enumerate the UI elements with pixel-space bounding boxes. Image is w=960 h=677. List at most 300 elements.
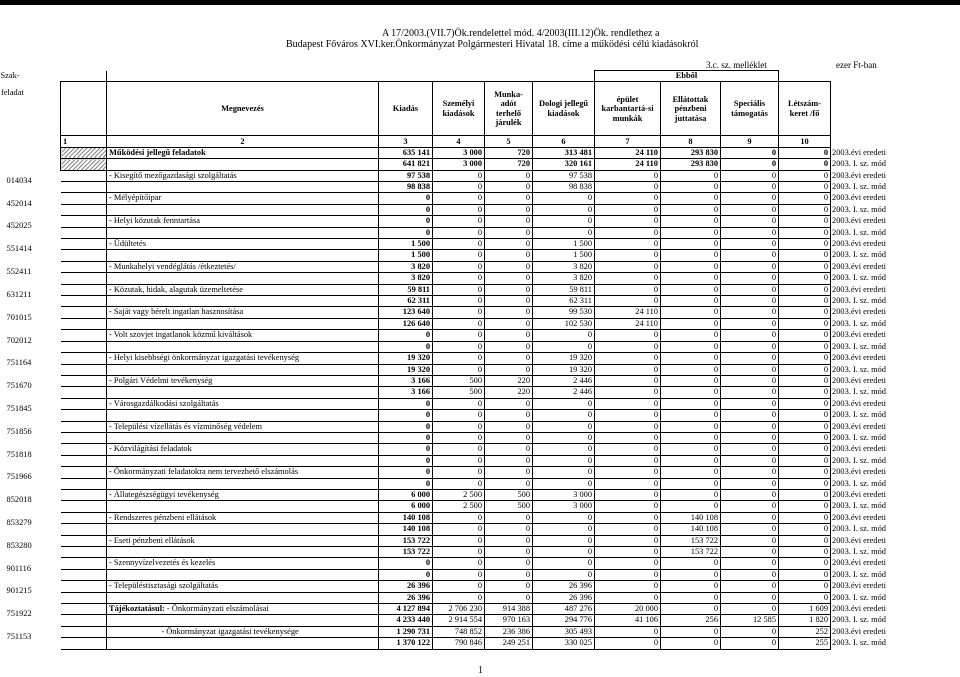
row-value: 0 bbox=[485, 455, 533, 466]
row-value: 0 bbox=[721, 592, 779, 603]
row-version-label: 2003. I. sz. mód bbox=[832, 615, 886, 625]
row-value: 0 bbox=[433, 535, 485, 546]
table-row bbox=[61, 467, 893, 478]
row-value: 0 bbox=[779, 558, 831, 569]
row-name: - Közvilágítási feladatok bbox=[107, 444, 379, 455]
row-value: 4 233 440 bbox=[379, 615, 433, 626]
row-code-text: 551414 bbox=[6, 244, 32, 254]
row-value: 6 000 bbox=[379, 501, 433, 512]
row-value: 0 bbox=[661, 193, 721, 204]
row-value: 0 bbox=[721, 410, 779, 421]
row-value: 123 640 bbox=[379, 307, 433, 318]
row-value: 0 bbox=[433, 193, 485, 204]
row-value: 153 722 bbox=[379, 547, 433, 558]
row-code bbox=[6, 307, 107, 322]
top-border-bar bbox=[0, 0, 960, 5]
row-value: 0 bbox=[661, 410, 721, 421]
row-value: 0 bbox=[595, 250, 661, 261]
row-name bbox=[107, 478, 379, 489]
row-version-label: 2003.évi eredeti bbox=[832, 307, 886, 317]
row-value: 0 bbox=[595, 375, 661, 386]
row-value: 0 bbox=[721, 569, 779, 580]
row-value: 0 bbox=[379, 227, 433, 238]
row-value: 720 bbox=[485, 159, 533, 170]
row-value: 0 bbox=[661, 261, 721, 272]
row-code bbox=[61, 296, 107, 307]
row-value: 0 bbox=[721, 444, 779, 455]
row-value: 62 311 bbox=[379, 296, 433, 307]
row-value: 1 609 bbox=[779, 604, 831, 615]
row-value: 0 bbox=[595, 569, 661, 580]
row-value: 0 bbox=[721, 604, 779, 615]
row-value: 0 bbox=[595, 432, 661, 443]
row-version-label: 2003. I. sz. mód bbox=[832, 569, 886, 579]
row-value: 0 bbox=[661, 467, 721, 478]
column-number: 8 bbox=[661, 136, 721, 147]
row-value: 330 025 bbox=[533, 638, 595, 649]
row-name bbox=[107, 432, 379, 443]
row-version-label: 2003. I. sz. mód bbox=[832, 592, 886, 602]
row-value: 320 161 bbox=[533, 159, 595, 170]
column-number: 2 bbox=[107, 136, 379, 147]
ellatottak-header: Ellátottak pénzbeni juttatása bbox=[661, 82, 721, 136]
row-name bbox=[107, 318, 379, 329]
row-code bbox=[6, 193, 107, 208]
row-version-label: 2003.évi eredeti bbox=[832, 239, 886, 249]
table-row bbox=[61, 535, 893, 546]
row-value: 0 bbox=[595, 581, 661, 592]
row-version-label: 2003.évi eredeti bbox=[832, 284, 886, 294]
row-name bbox=[107, 387, 379, 398]
row-version-label: 2003.évi eredeti bbox=[832, 535, 886, 545]
row-name: - Helyi közutak fenntartása bbox=[107, 216, 379, 227]
table-row bbox=[61, 501, 893, 512]
row-value: 3 000 bbox=[533, 489, 595, 500]
row-value: 256 bbox=[661, 615, 721, 626]
row-value: 0 bbox=[485, 478, 533, 489]
table-row bbox=[61, 387, 893, 398]
row-value: 236 386 bbox=[485, 626, 533, 637]
row-code bbox=[6, 421, 107, 436]
row-name bbox=[107, 410, 379, 421]
row-name bbox=[107, 524, 379, 535]
row-version-label: 2003. I. sz. mód bbox=[832, 296, 886, 306]
row-value: 790 846 bbox=[433, 638, 485, 649]
row-version-label: 2003.évi eredeti bbox=[832, 216, 886, 226]
row-value: 0 bbox=[595, 284, 661, 295]
row-value: 0 bbox=[595, 330, 661, 341]
row-value: 0 bbox=[721, 489, 779, 500]
row-value: 0 bbox=[485, 444, 533, 455]
row-value: 0 bbox=[433, 239, 485, 250]
table-row bbox=[61, 204, 893, 215]
table-row bbox=[61, 147, 893, 158]
row-value: 0 bbox=[721, 170, 779, 181]
table-row bbox=[61, 455, 893, 466]
row-value: 0 bbox=[485, 273, 533, 284]
row-version-label: 2003.évi eredeti bbox=[832, 421, 886, 431]
feladat-header: feladat bbox=[61, 82, 107, 136]
row-value: 0 bbox=[721, 387, 779, 398]
table-row bbox=[61, 581, 893, 592]
row-version-label: 2003. I. sz. mód bbox=[832, 364, 886, 374]
row-version-label: 2003. I. sz. mód bbox=[832, 273, 886, 283]
row-name: Működési jellegű feladatok bbox=[107, 147, 379, 158]
row-value: 0 bbox=[595, 170, 661, 181]
row-value: 140 108 bbox=[661, 512, 721, 523]
row-value: 0 bbox=[595, 547, 661, 558]
row-value: 0 bbox=[661, 170, 721, 181]
row-version-label: 2003. I. sz. mód bbox=[832, 387, 886, 397]
row-name bbox=[107, 273, 379, 284]
ebbol-header: Ebből bbox=[595, 71, 779, 82]
row-value: 0 bbox=[433, 512, 485, 523]
row-value: 0 bbox=[595, 478, 661, 489]
row-value: 0 bbox=[779, 170, 831, 181]
row-value: 0 bbox=[721, 296, 779, 307]
munkaado-header: Munka-adót terhelő járulék bbox=[485, 82, 533, 136]
row-name: - Településtisztasági szolgáltatás bbox=[107, 581, 379, 592]
row-code bbox=[6, 535, 107, 550]
row-value: 140 108 bbox=[379, 512, 433, 523]
table-row bbox=[61, 193, 893, 204]
row-code bbox=[6, 375, 107, 391]
row-code bbox=[6, 330, 107, 345]
row-value: 0 bbox=[721, 353, 779, 364]
row-value: 1 500 bbox=[379, 250, 433, 261]
row-code bbox=[61, 273, 107, 284]
row-value: 26 396 bbox=[533, 592, 595, 603]
row-value: 3 820 bbox=[379, 261, 433, 272]
row-value: 0 bbox=[661, 284, 721, 295]
row-value: 0 bbox=[485, 558, 533, 569]
row-value: 0 bbox=[721, 535, 779, 546]
row-value: 0 bbox=[533, 558, 595, 569]
column-number: 4 bbox=[433, 136, 485, 147]
row-value: 0 bbox=[433, 204, 485, 215]
row-version-label: 2003. I. sz. mód bbox=[832, 547, 886, 557]
row-value: 2 914 554 bbox=[433, 615, 485, 626]
row-value: 153 722 bbox=[661, 535, 721, 546]
row-value: 0 bbox=[779, 284, 831, 295]
row-name: - Települési vízellátás és vízminőség védelem bbox=[107, 421, 379, 432]
row-name bbox=[107, 227, 379, 238]
row-value: 293 830 bbox=[661, 147, 721, 158]
row-value: 0 bbox=[379, 341, 433, 352]
table-row bbox=[61, 569, 893, 580]
row-version-label: 2003.évi eredeti bbox=[832, 193, 886, 203]
row-value: 500 bbox=[485, 501, 533, 512]
row-value: 0 bbox=[595, 535, 661, 546]
row-value: 305 493 bbox=[533, 626, 595, 637]
table-row bbox=[61, 216, 893, 227]
row-value: 0 bbox=[661, 273, 721, 284]
row-value: 0 bbox=[779, 159, 831, 170]
row-value: 0 bbox=[661, 638, 721, 649]
row-value: 2 500 bbox=[433, 501, 485, 512]
column-number: 9 bbox=[721, 136, 779, 147]
table-row bbox=[61, 318, 893, 329]
row-value: 98 838 bbox=[533, 182, 595, 193]
row-value: 0 bbox=[595, 501, 661, 512]
row-version-label: 2003.évi eredeti bbox=[832, 375, 886, 385]
row-value: 0 bbox=[379, 569, 433, 580]
row-value: 0 bbox=[433, 170, 485, 181]
row-value: 3 166 bbox=[379, 375, 433, 386]
row-value: 0 bbox=[533, 421, 595, 432]
row-value: 0 bbox=[779, 273, 831, 284]
row-value: 0 bbox=[779, 296, 831, 307]
row-code bbox=[61, 501, 107, 512]
row-code bbox=[6, 261, 107, 277]
row-value: 0 bbox=[721, 512, 779, 523]
row-value: 126 640 bbox=[379, 318, 433, 329]
row-value: 0 bbox=[595, 227, 661, 238]
row-code bbox=[61, 547, 107, 558]
row-value: 0 bbox=[661, 182, 721, 193]
row-value: 59 811 bbox=[533, 284, 595, 295]
row-name: - Önkormányzati feladatokra nem tervezhető elszámolás bbox=[107, 467, 379, 478]
row-code-text: 751966 bbox=[6, 472, 32, 482]
row-code bbox=[6, 604, 107, 619]
row-value: 0 bbox=[433, 250, 485, 261]
row-value: 0 bbox=[379, 193, 433, 204]
row-value: 2 706 230 bbox=[433, 604, 485, 615]
title-line-1: A 17/2003.(VII.7)Ök.rendelettel mód. 4/2003(III.12)Ök. rendlethez a bbox=[382, 28, 660, 39]
row-value: 0 bbox=[661, 592, 721, 603]
table-row bbox=[61, 296, 893, 307]
row-value: 0 bbox=[661, 501, 721, 512]
table-row bbox=[61, 239, 893, 250]
row-value: 0 bbox=[485, 227, 533, 238]
row-value: 0 bbox=[721, 261, 779, 272]
row-value: 0 bbox=[779, 524, 831, 535]
table-row bbox=[61, 615, 893, 626]
row-version-label: 2003.évi eredeti bbox=[832, 353, 886, 363]
row-value: 0 bbox=[485, 432, 533, 443]
row-value: 0 bbox=[661, 330, 721, 341]
row-value: 0 bbox=[779, 547, 831, 558]
row-value: 0 bbox=[661, 375, 721, 386]
row-value: 153 722 bbox=[661, 547, 721, 558]
row-value: 0 bbox=[779, 467, 831, 478]
row-value: 0 bbox=[721, 182, 779, 193]
row-value: 0 bbox=[779, 398, 831, 409]
row-value: 0 bbox=[661, 558, 721, 569]
unit-label: ezer Ft-ban bbox=[836, 60, 877, 70]
row-value: 0 bbox=[661, 604, 721, 615]
row-value: 0 bbox=[379, 467, 433, 478]
row-value: 0 bbox=[721, 626, 779, 637]
row-value: 0 bbox=[779, 478, 831, 489]
row-value: 0 bbox=[721, 284, 779, 295]
row-value: 0 bbox=[661, 455, 721, 466]
row-code-text: 901215 bbox=[6, 586, 32, 596]
row-name: - Önkormányzat igazgatási tevékenysége bbox=[107, 626, 379, 637]
row-value: 0 bbox=[721, 455, 779, 466]
row-value: 0 bbox=[433, 353, 485, 364]
row-code-text: 751845 bbox=[6, 403, 32, 413]
row-value: 0 bbox=[721, 239, 779, 250]
row-code bbox=[61, 318, 107, 329]
table-row bbox=[61, 398, 893, 409]
column-number: 7 bbox=[595, 136, 661, 147]
row-value: 102 530 bbox=[533, 318, 595, 329]
row-value: 0 bbox=[433, 296, 485, 307]
row-version-label: 2003. I. sz. mód bbox=[832, 227, 886, 237]
row-value: 153 722 bbox=[379, 535, 433, 546]
row-value: 0 bbox=[533, 204, 595, 215]
row-version-label: 2003.évi eredeti bbox=[832, 398, 886, 408]
row-value: 0 bbox=[779, 216, 831, 227]
row-value: 0 bbox=[595, 467, 661, 478]
row-value: 0 bbox=[779, 592, 831, 603]
row-value: 0 bbox=[779, 512, 831, 523]
row-name bbox=[107, 615, 379, 626]
row-value: 0 bbox=[485, 353, 533, 364]
row-value: 0 bbox=[485, 467, 533, 478]
row-value: 99 530 bbox=[533, 307, 595, 318]
table-row bbox=[61, 170, 893, 181]
row-value: 140 108 bbox=[379, 524, 433, 535]
row-value: 1 500 bbox=[379, 239, 433, 250]
row-value: 0 bbox=[721, 341, 779, 352]
row-value: 19 320 bbox=[379, 353, 433, 364]
row-value: 0 bbox=[779, 444, 831, 455]
row-value: 0 bbox=[485, 592, 533, 603]
row-version-label: 2003. I. sz. mód bbox=[832, 318, 886, 328]
row-value: 0 bbox=[595, 387, 661, 398]
row-value: 19 320 bbox=[533, 353, 595, 364]
row-value: 0 bbox=[721, 204, 779, 215]
column-number: 3 bbox=[379, 136, 433, 147]
row-value: 0 bbox=[485, 216, 533, 227]
row-value: 0 bbox=[433, 273, 485, 284]
row-code-text: 452014 bbox=[6, 198, 32, 208]
table-row bbox=[61, 592, 893, 603]
row-version-label: 2003.évi eredeti bbox=[832, 467, 886, 477]
row-value: 0 bbox=[661, 421, 721, 432]
row-value: 0 bbox=[433, 444, 485, 455]
row-value: 0 bbox=[661, 364, 721, 375]
row-code-text: 751818 bbox=[6, 449, 32, 459]
table-row bbox=[61, 626, 893, 637]
row-value: 0 bbox=[595, 444, 661, 455]
row-version-label: 2003.évi eredeti bbox=[832, 604, 886, 614]
row-code bbox=[61, 182, 107, 193]
row-value: 0 bbox=[533, 432, 595, 443]
row-value: 140 108 bbox=[661, 524, 721, 535]
row-value: 0 bbox=[661, 239, 721, 250]
row-value: 0 bbox=[533, 398, 595, 409]
row-value: 0 bbox=[485, 398, 533, 409]
row-value: 294 776 bbox=[533, 615, 595, 626]
row-version-label: 2003. I. sz. mód bbox=[832, 432, 886, 442]
row-value: 0 bbox=[533, 569, 595, 580]
row-value: 2 446 bbox=[533, 375, 595, 386]
row-code bbox=[6, 239, 107, 254]
table-row bbox=[61, 547, 893, 558]
row-code bbox=[61, 638, 107, 649]
table-row bbox=[61, 638, 893, 649]
row-value: 0 bbox=[779, 501, 831, 512]
row-value: 0 bbox=[595, 421, 661, 432]
row-value: 0 bbox=[595, 216, 661, 227]
row-value: 0 bbox=[595, 296, 661, 307]
row-value: 3 820 bbox=[533, 261, 595, 272]
row-code bbox=[61, 204, 107, 215]
row-value: 0 bbox=[779, 250, 831, 261]
row-value: 41 106 bbox=[595, 615, 661, 626]
row-value: 0 bbox=[433, 364, 485, 375]
document-title bbox=[286, 28, 698, 50]
row-value: 0 bbox=[433, 581, 485, 592]
row-value: 0 bbox=[721, 227, 779, 238]
budget-table bbox=[0, 70, 893, 650]
row-name bbox=[107, 604, 379, 615]
row-value: 0 bbox=[485, 239, 533, 250]
row-code-text: 751670 bbox=[6, 381, 32, 391]
row-value: 0 bbox=[433, 558, 485, 569]
row-value: 0 bbox=[485, 364, 533, 375]
row-value: 0 bbox=[533, 410, 595, 421]
row-value: 3 000 bbox=[433, 147, 485, 158]
row-value: 0 bbox=[721, 250, 779, 261]
row-value: 0 bbox=[721, 478, 779, 489]
row-value: 0 bbox=[485, 261, 533, 272]
row-value: 0 bbox=[595, 239, 661, 250]
row-code bbox=[6, 626, 107, 642]
row-value: 97 538 bbox=[379, 170, 433, 181]
row-value: 0 bbox=[779, 581, 831, 592]
row-value: 635 141 bbox=[379, 147, 433, 158]
row-name bbox=[107, 364, 379, 375]
row-value: 500 bbox=[485, 489, 533, 500]
row-value: 0 bbox=[533, 535, 595, 546]
row-value: 0 bbox=[721, 193, 779, 204]
row-value: 0 bbox=[661, 387, 721, 398]
row-code bbox=[61, 147, 107, 158]
row-code bbox=[61, 569, 107, 580]
kiadas-header: Kiadás bbox=[379, 82, 433, 136]
row-value: 0 bbox=[779, 432, 831, 443]
row-value: 0 bbox=[779, 421, 831, 432]
table-row bbox=[61, 273, 893, 284]
row-value: 0 bbox=[433, 592, 485, 603]
row-code bbox=[61, 615, 107, 626]
row-value: 0 bbox=[485, 524, 533, 535]
row-name: - Üdültetés bbox=[107, 239, 379, 250]
row-code bbox=[61, 478, 107, 489]
row-version-label: 2003.évi eredeti bbox=[832, 147, 886, 157]
row-value: 0 bbox=[721, 581, 779, 592]
row-version-label: 2003.évi eredeti bbox=[832, 444, 886, 454]
letszam-header: Létszám-keret /fő bbox=[779, 82, 831, 136]
row-name bbox=[107, 547, 379, 558]
row-value: 62 311 bbox=[533, 296, 595, 307]
row-value: 0 bbox=[433, 182, 485, 193]
row-value: 0 bbox=[595, 410, 661, 421]
row-code-text: 751153 bbox=[6, 632, 32, 642]
table-row bbox=[61, 341, 893, 352]
row-value: 1 370 122 bbox=[379, 638, 433, 649]
row-version-label: 2003. I. sz. mód bbox=[832, 250, 886, 260]
row-value: 0 bbox=[433, 524, 485, 535]
row-value: 0 bbox=[485, 296, 533, 307]
row-name bbox=[107, 250, 379, 261]
table-row bbox=[61, 261, 893, 272]
row-value: 0 bbox=[595, 512, 661, 523]
